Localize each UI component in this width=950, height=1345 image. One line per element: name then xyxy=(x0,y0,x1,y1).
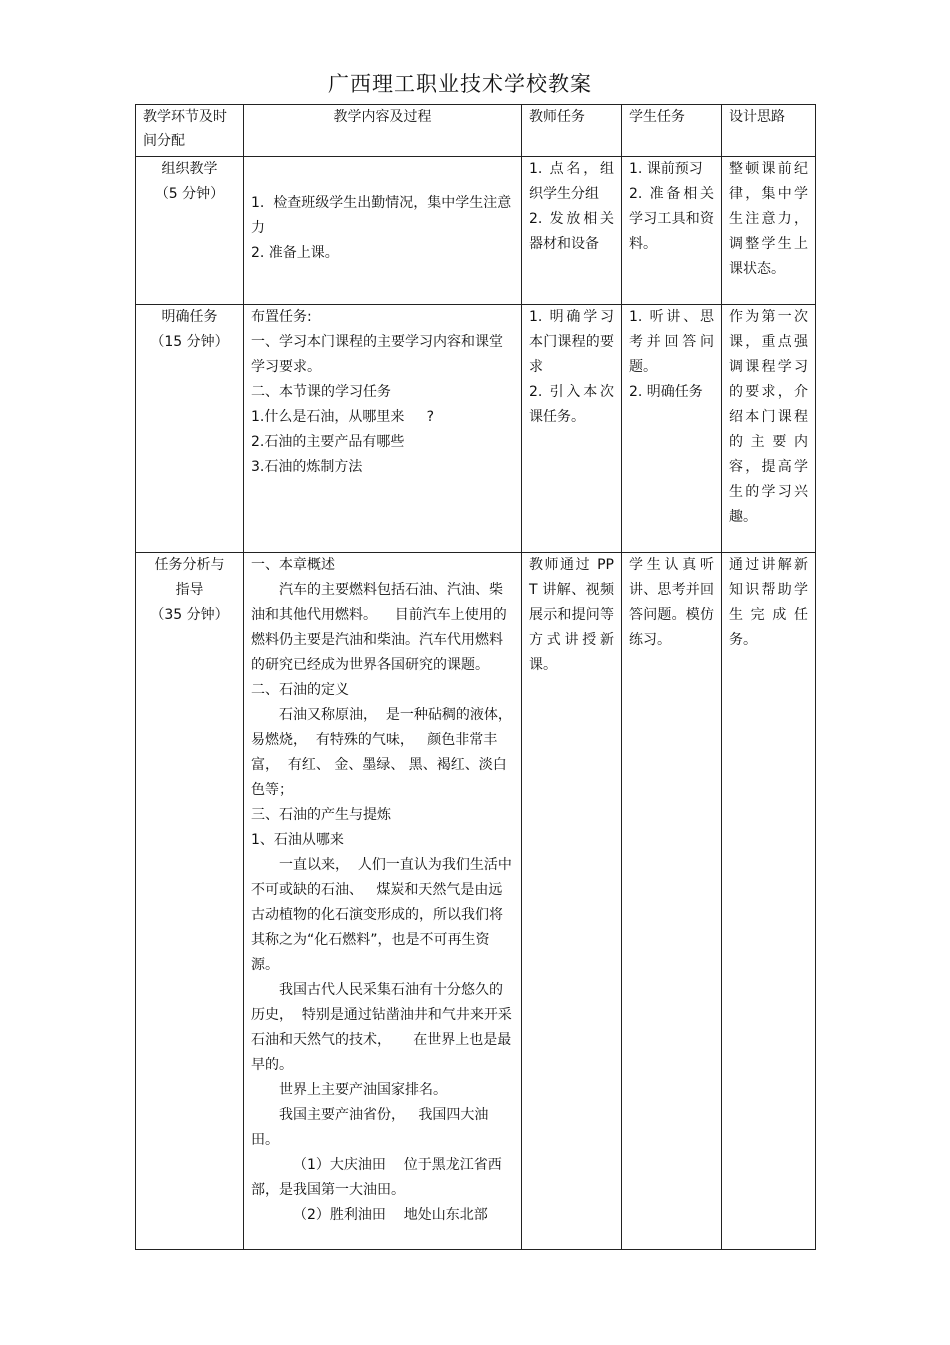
content-line: 1.什么是石油，从哪里来 ? xyxy=(251,409,435,425)
student-cell: 学生认真听讲、思考并回答问题。模仿练习。 xyxy=(622,553,722,1250)
student-cell xyxy=(622,157,722,305)
content-line: 布置任务: xyxy=(251,309,312,325)
stage-time: （5 分钟） xyxy=(154,186,225,202)
stage-cell xyxy=(136,157,244,305)
content-paragraph: 世界上主要产油国家排名。 xyxy=(279,1082,447,1098)
content-line: 2. 准备上课。 xyxy=(251,245,339,261)
stage-cell xyxy=(136,305,244,553)
content-cell xyxy=(244,157,522,305)
header-stage-text: 教学环节及时间分配 xyxy=(143,109,227,149)
content-paragraph: 一、本章概述 xyxy=(251,557,335,573)
content-paragraph: 1、石油从哪来 xyxy=(251,832,344,848)
student-line: 2. 准备相关学习工具和资料。 xyxy=(629,186,714,252)
table-header-row xyxy=(136,105,816,157)
content-paragraph: （2）胜利油田 地处山东北部 xyxy=(293,1207,488,1223)
header-design: 设计思路 xyxy=(722,105,816,157)
content-paragraph: 我国古代人民采集石油有十分悠久的历史， 特别是通过钻凿油井和气井来开采石油和天然气的技术， 在世界上也是最早的。 xyxy=(251,982,512,1073)
student-cell xyxy=(622,305,722,553)
header-student: 学生任务 xyxy=(622,105,722,157)
header-stage xyxy=(136,105,244,157)
lesson-plan-table xyxy=(135,104,816,1250)
content-line: 二、本节课的学习任务 xyxy=(251,384,391,400)
table-row xyxy=(136,553,816,1250)
page-title: 广西理工职业技术学校教案 xyxy=(328,72,592,96)
teacher-cell xyxy=(522,157,622,305)
header-teacher: 教师任务 xyxy=(522,105,622,157)
student-line: 2. 明确任务 xyxy=(629,384,703,400)
teacher-cell: 教师通过 PPT 讲解、视频展示和提问等方式讲授新课。 xyxy=(522,553,622,1250)
content-paragraph: 二、石油的定义 xyxy=(251,682,349,698)
content-cell xyxy=(244,553,522,1250)
teacher-line: 1. 明确学习本门课程的要求 xyxy=(529,309,614,375)
content-paragraph: 汽车的主要燃料包括石油、汽油、柴油和其他代用燃料。 目前汽车上使用的燃料仍主要是汽油和柴油。汽车代用燃料的研究已经成为世界各国研究的课题。 xyxy=(251,582,507,673)
content-line: 一、学习本门课程的主要学习内容和课堂学习要求。 xyxy=(251,334,503,375)
design-cell: 通过讲解新知识帮助学生完成任务。 xyxy=(722,553,816,1250)
student-line: 1. 课前预习 xyxy=(629,161,703,177)
content-line: 3.石油的炼制方法 xyxy=(251,459,363,475)
content-paragraph: 三、石油的产生与提炼 xyxy=(251,807,391,823)
teacher-line: 2. 引入本次课任务。 xyxy=(529,384,614,425)
content-paragraph: （1）大庆油田 位于黑龙江省西部，是我国第一大油田。 xyxy=(251,1157,502,1198)
stage-cell xyxy=(136,553,244,1250)
content-line: 2.石油的主要产品有哪些 xyxy=(251,434,405,450)
stage-name: 组织教学 xyxy=(161,161,218,177)
design-cell: 整顿课前纪律，集中学生注意力，调整学生上课状态。 xyxy=(722,157,816,305)
header-content: 教学内容及过程 xyxy=(244,105,522,157)
teacher-line: 1. 点名，组织学生分组 xyxy=(529,161,614,202)
table-row xyxy=(136,157,816,305)
stage-name: 任务分析与 xyxy=(154,557,225,573)
stage-time: （15 分钟） xyxy=(150,334,229,350)
stage-time: （35 分钟） xyxy=(150,607,229,623)
content-cell xyxy=(244,305,522,553)
table-row xyxy=(136,305,816,553)
content-paragraph: 我国主要产油省份， 我国四大油田。 xyxy=(251,1107,489,1148)
content-line: 1. 检查班级学生出勤情况，集中学生注意力 xyxy=(251,195,512,236)
content-paragraph: 石油又称原油， 是一种砧稠的液体，易燃烧， 有特殊的气味， 颜色非常丰富， 有红、 金、墨绿、 黑、褐红、淡白色等； xyxy=(251,707,512,798)
design-cell: 作为第一次课，重点强调课程学习的要求，介绍本门课程的主要内容，提高学生的学习兴趣。 xyxy=(722,305,816,553)
stage-name: 指导 xyxy=(175,582,204,598)
student-line: 1. 听讲、思考并回答问题。 xyxy=(629,309,714,375)
teacher-line: 2. 发放相关器材和设备 xyxy=(529,211,614,252)
stage-name: 明确任务 xyxy=(161,309,218,325)
teacher-cell xyxy=(522,305,622,553)
content-paragraph: 一直以来， 人们一直认为我们生活中不可或缺的石油、 煤炭和天然气是由远古动植物的化石演变形成的，所以我们将其称之为“化石燃料”，也是不可再生资源。 xyxy=(251,857,512,973)
